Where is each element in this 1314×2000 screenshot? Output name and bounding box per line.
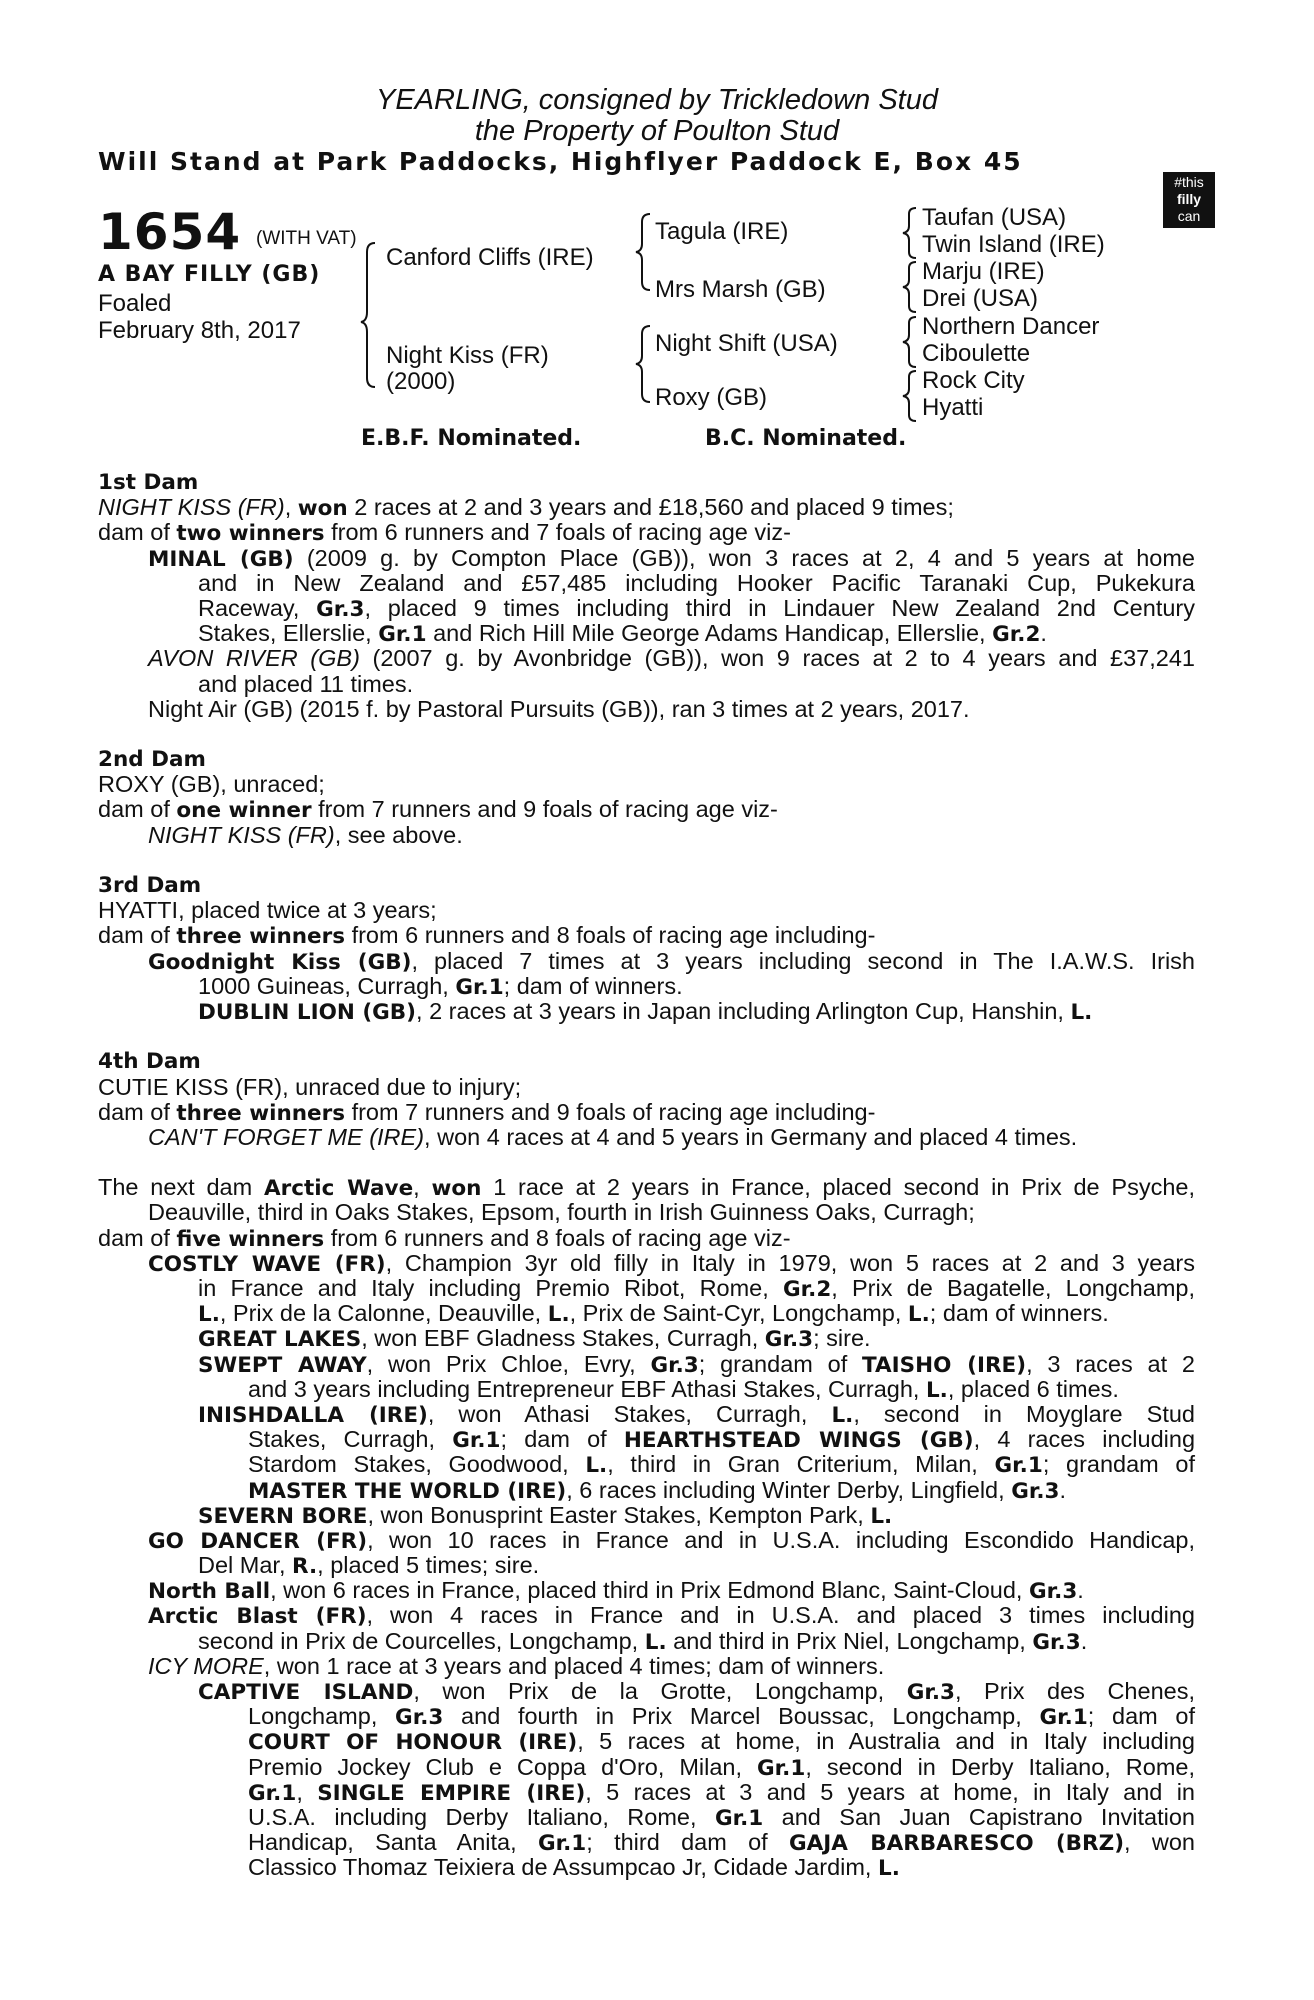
vat-note: (WITH VAT) [256,228,357,249]
minal-line-4: Stakes, Ellerslie, Gr.1 and Rich Hill Mile George Adams Handicap, Ellerslie, Gr.2. [198,620,1047,648]
cant-forget-me-line: CAN'T FORGET ME (IRE), won 4 races at 4 and 5 years in Germany and placed 4 times. [148,1123,1078,1150]
avon-river-line-1: AVON RIVER (GB) (2007 g. by Avonbridge (GB)), won 9 races at 2 to 4 years and £37,241 [148,645,1195,672]
second-dam-heading: 2nd Dam [98,747,206,773]
second-dam-offspring: NIGHT KISS (FR), see above. [148,821,463,848]
go-dancer-line-2: Del Mar, R., placed 5 times; sire. [198,1552,540,1580]
ggp-4: Drei (USA) [922,285,1039,312]
go-dancer-line-1: GO DANCER (FR), won 10 races in France and in U.S.A. including Escondido Handicap, [148,1526,1195,1554]
ggp-7: Rock City [922,367,1025,394]
fourth-dam-line: CUTIE KISS (FR), unraced due to injury; [98,1073,522,1100]
consignment-line: YEARLING, consigned by Trickledown Stud [375,84,938,116]
fourth-dam-heading: 4th Dam [98,1049,201,1075]
minal-line-1: MINAL (GB) (2009 g. by Compton Place (GB)), won 3 races at 2, 4 and 5 years at home [148,544,1195,572]
location-line: Will Stand at Park Paddocks, Highflyer Paddock E, Box 45 [98,147,1023,176]
dam-year: (2000) [386,368,456,395]
north-ball-line: North Ball, won 6 races in France, placed third in Prix Edmond Blanc, Saint-Cloud, Gr.3. [148,1577,1084,1605]
captive-island-line-7: Handicap, Santa Anita, Gr.1; third dam of GAJA BARBARESCO (BRZ), won [248,1829,1195,1857]
swept-away-line-2: and 3 years including Entrepreneur EBF Athasi Stakes, Curragh, L., placed 6 times. [248,1375,1119,1403]
lot-number: 1654 [98,203,242,261]
second-dam-line: ROXY (GB), unraced; [98,771,325,798]
ggp-6: Ciboulette [922,340,1031,367]
second-dam-produce: dam of one winner from 7 runners and 9 foals of racing age viz- [98,796,778,824]
captive-island-line-1: CAPTIVE ISLAND, won Prix de la Grotte, Longchamp, Gr.3, Prix des Chenes, [198,1678,1195,1705]
minal-line-3: Raceway, Gr.3, placed 9 times including third in Lindauer New Zealand 2nd Century [198,594,1195,622]
great-lakes-line: GREAT LAKES, won EBF Gladness Stakes, Curragh, Gr.3; sire. [198,1325,871,1353]
severn-bore-line: SEVERN BORE, won Bonusprint Easter Stakes, Kempton Park, L. [198,1501,893,1529]
sire-dam: Mrs Marsh (GB) [655,276,826,303]
inishdalla-line-4: MASTER THE WORLD (IRE), 6 races including Winter Derby, Lingfield, Gr.3. [248,1476,1067,1504]
this-filly-can-logo: #this filly can [1163,172,1215,228]
captive-island-line-3: COURT OF HONOUR (IRE), 5 races at home, in Australia and in Italy including [248,1728,1195,1756]
third-dam-heading: 3rd Dam [98,873,202,898]
next-dam-line-2: Deauville, third in Oaks Stakes, Epsom, fourth in Irish Guinness Oaks, Curragh; [148,1199,975,1226]
minal-line-2: and in New Zealand and £57,485 including Hooker Pacific Taranaki Cup, Pukekura [198,569,1195,596]
costly-wave-line-3: L., Prix de la Calonne, Deauville, L., Prix de Saint-Cyr, Longchamp, L.; dam of winners. [198,1300,1109,1328]
ggp-2: Twin Island (IRE) [922,231,1105,258]
bc-nominated: B.C. Nominated. [705,426,907,451]
inishdalla-line-2: Stakes, Curragh, Gr.1; dam of HEARTHSTEAD WINGS (GB), 4 races including [248,1426,1196,1454]
ggp-8: Hyatti [922,394,984,421]
captive-island-line-6: U.S.A. including Derby Italiano, Rome, Gr.1 and San Juan Capistrano Invitation [248,1803,1195,1831]
avon-river-line-2: and placed 11 times. [198,670,414,697]
next-dam-line-1: The next dam Arctic Wave, won 1 race at 2 years in France, placed second in Prix de Psyche, [98,1174,1195,1202]
captive-island-line-8: Classico Thomaz Teixiera de Assumpcao Jr, Cidade Jardim, L. [248,1854,900,1882]
captive-island-line-4: Premio Jockey Club e Coppa d'Oro, Milan, Gr.1, second in Derby Italiano, Rome, [248,1753,1195,1781]
third-dam-produce: dam of three winners from 6 runners and 8 foals of racing age including- [98,922,876,950]
fourth-dam-produce: dam of three winners from 7 runners and 9 foals of racing age including- [98,1098,876,1126]
foaled-label: Foaled [98,290,172,317]
first-dam-heading: 1st Dam [98,470,199,495]
goodnight-kiss-line-1: Goodnight Kiss (GB), placed 7 times at 3 years including second in The I.A.W.S. Irish [148,947,1195,975]
sire-sire: Tagula (IRE) [655,218,789,245]
lot-description: A BAY FILLY (GB) [98,262,321,287]
inishdalla-line-1: INISHDALLA (IRE), won Athasi Stakes, Curragh, L., second in Moyglare Stud [198,1400,1195,1428]
icy-more-line: ICY MORE, won 1 race at 3 years and placed 4 times; dam of winners. [148,1652,885,1679]
sire: Canford Cliffs (IRE) [386,244,594,271]
captive-island-line-5: Gr.1, SINGLE EMPIRE (IRE), 5 races at 3 and 5 years at home, in Italy and in [248,1778,1195,1806]
ggp-3: Marju (IRE) [922,258,1045,285]
arctic-blast-line-2: second in Prix de Courcelles, Longchamp, L. and third in Prix Niel, Longchamp, Gr.3. [198,1627,1088,1655]
dublin-lion-line: DUBLIN LION (GB), 2 races at 3 years in Japan including Arlington Cup, Hanshin, L. [198,997,1093,1025]
next-dam-produce: dam of five winners from 6 runners and 8 foals of racing age viz- [98,1224,791,1252]
ggp-5: Northern Dancer [922,313,1100,340]
ebf-nominated: E.B.F. Nominated. [361,426,582,451]
inishdalla-line-3: Stardom Stakes, Goodwood, L., third in Gran Criterium, Milan, Gr.1; grandam of [248,1451,1196,1479]
swept-away-line-1: SWEPT AWAY, won Prix Chloe, Evry, Gr.3; grandam of TAISHO (IRE), 3 races at 2 [198,1350,1195,1378]
foaled-date: February 8th, 2017 [98,317,301,344]
property-line: the Property of Poulton Stud [474,115,840,147]
costly-wave-line-2: in France and Italy including Premio Ribot, Rome, Gr.2, Prix de Bagatelle, Longchamp, [198,1275,1195,1302]
costly-wave-line-1: COSTLY WAVE (FR), Champion 3yr old filly in Italy in 1979, won 5 races at 2 and 3 years [148,1249,1196,1277]
catalogue-body [98,470,1195,1881]
dam-dam: Roxy (GB) [655,384,768,411]
goodnight-kiss-line-2: 1000 Guineas, Curragh, Gr.1; dam of winners. [198,972,683,1000]
ggp-1: Taufan (USA) [922,204,1067,231]
dam-sire: Night Shift (USA) [655,330,838,357]
third-dam-line: HYATTI, placed twice at 3 years; [98,897,437,924]
arctic-blast-line-1: Arctic Blast (FR), won 4 races in France and in U.S.A. and placed 3 times including [148,1602,1195,1630]
first-dam-line: NIGHT KISS (FR), won 2 races at 2 and 3 years and £18,560 and placed 9 times; [98,494,954,522]
night-air-line: Night Air (GB) (2015 f. by Pastoral Pursuits (GB)), ran 3 times at 2 years, 2017. [148,695,970,722]
dam: Night Kiss (FR) [386,342,549,369]
captive-island-line-2: Longchamp, Gr.3 and fourth in Prix Marcel Boussac, Longchamp, Gr.1; dam of [248,1703,1196,1731]
first-dam-produce: dam of two winners from 6 runners and 7 foals of racing age viz- [98,519,791,547]
